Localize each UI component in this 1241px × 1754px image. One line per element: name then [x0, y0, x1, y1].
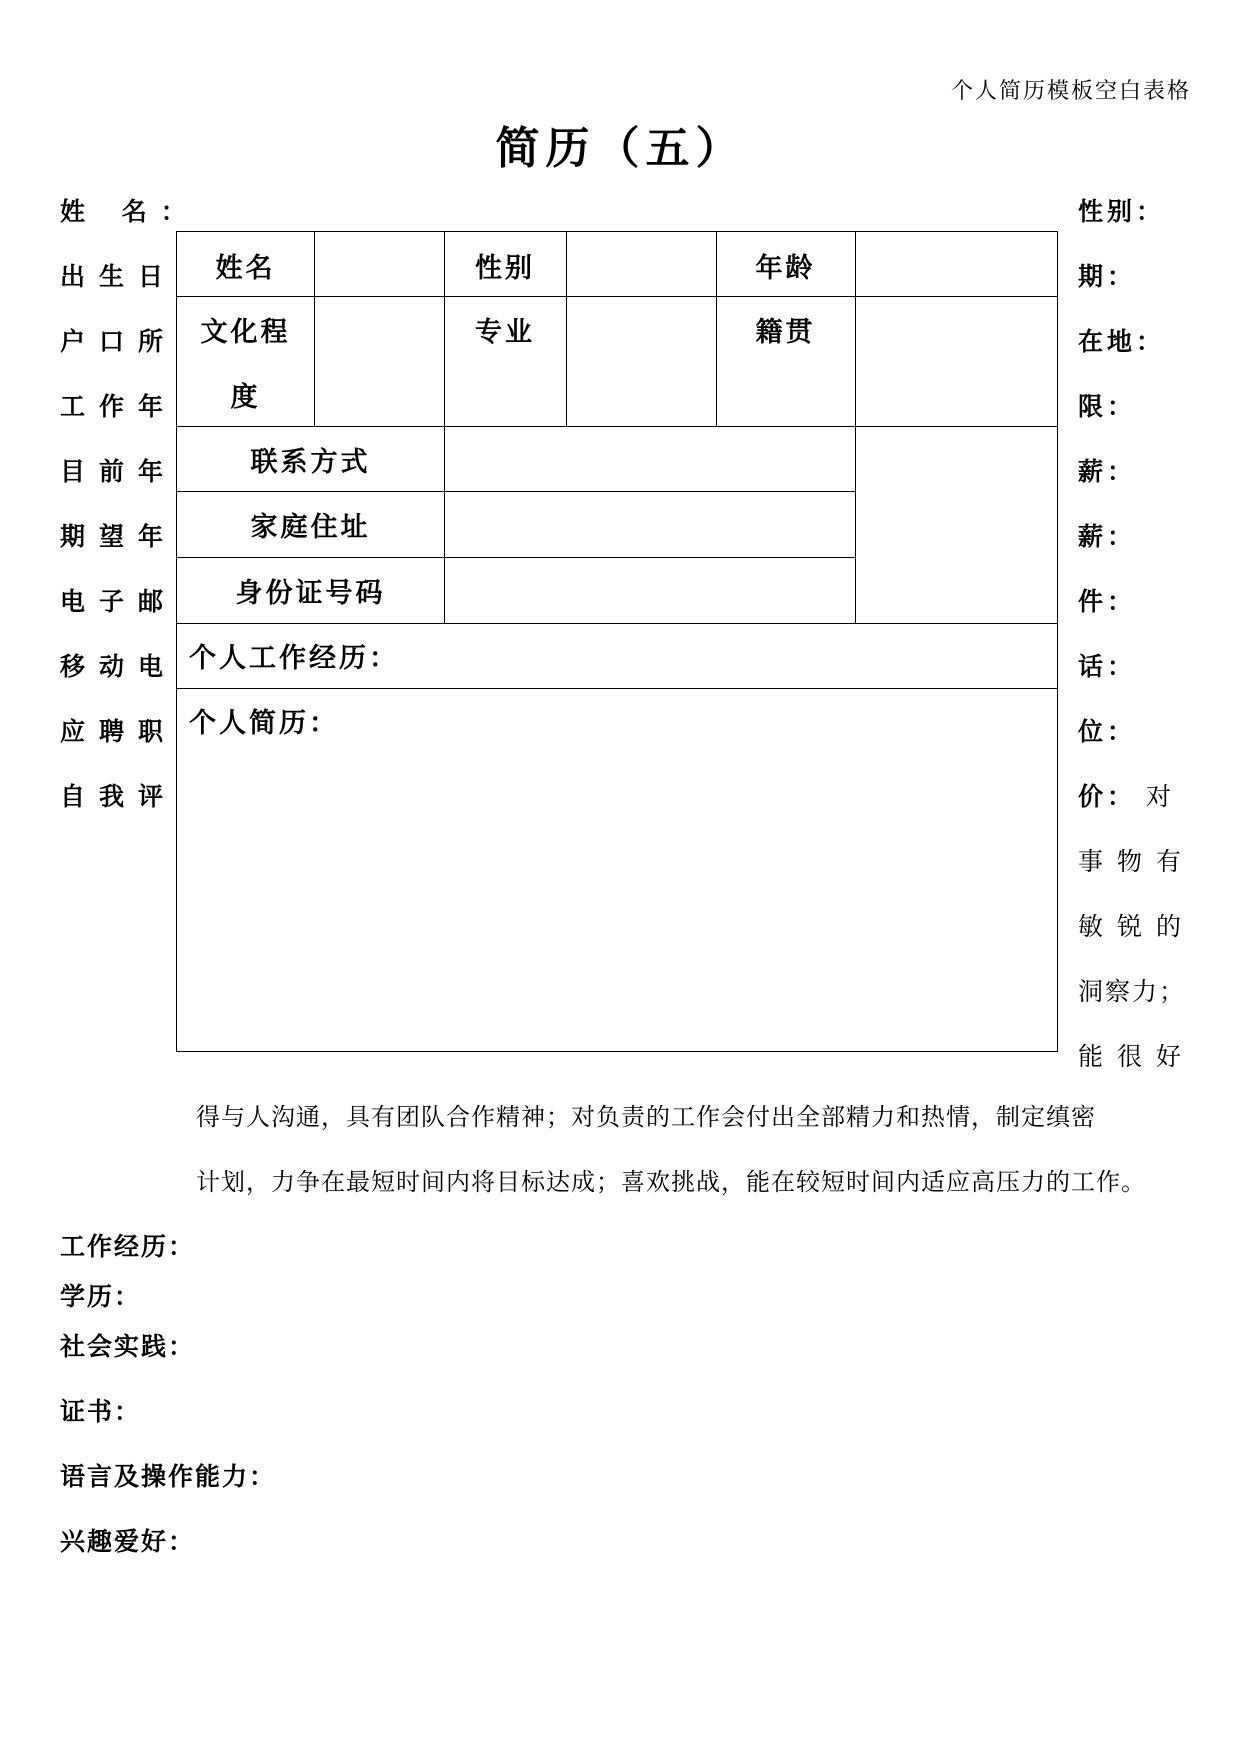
self-eval-start: [1078, 777, 1171, 813]
label-birth-right: 期：: [1078, 262, 1137, 291]
section-social-practice: 社会实践：: [60, 1332, 196, 1361]
label-gender-right: 性别：: [1078, 197, 1166, 226]
cell-id-number-label: 身份证号码: [235, 578, 386, 609]
label-expected-salary-right: 薪：: [1078, 522, 1137, 551]
self-eval-first-char: 对: [1146, 782, 1172, 811]
cell-address-label: 家庭住址: [250, 512, 371, 543]
cell-name-label: 姓名: [215, 253, 276, 284]
self-eval-paragraph-line2: 计划，力争在最短时间内将目标达成；喜欢挑战，能在较短时间内适应高压力的工作。: [196, 1168, 1146, 1196]
label-current-salary-right: 薪：: [1078, 457, 1137, 486]
label-work-years-right: 限：: [1078, 392, 1137, 421]
row-divider: [177, 557, 855, 558]
row-divider: [177, 426, 1057, 427]
label-email-right: 件：: [1078, 587, 1137, 616]
cell-gender-label: 性别: [475, 253, 535, 284]
section-work-experience: 工作经历：: [60, 1232, 196, 1261]
label-mobile: 移动电: [60, 652, 178, 681]
cell-age-label: 年龄: [755, 253, 816, 284]
cell-major-label: 专业: [475, 317, 535, 348]
cell-work-history-label: 个人工作经历：: [189, 643, 399, 674]
label-email: 电子邮: [60, 587, 178, 616]
label-expected-salary: 期望年: [60, 522, 178, 551]
col-divider: [314, 232, 315, 426]
label-position: 应聘职: [60, 717, 178, 746]
page-title: 简历（五）: [495, 123, 746, 174]
self-eval-col-line4: 能很好: [1078, 1042, 1196, 1071]
label-hukou: 户口所: [60, 327, 178, 356]
section-certificates: 证书：: [60, 1397, 142, 1426]
label-birth: 出生日: [60, 262, 178, 291]
self-eval-col-line3: 洞察力；: [1078, 977, 1187, 1006]
section-education: 学历：: [60, 1282, 142, 1311]
label-work-years: 工作年: [60, 392, 178, 421]
section-language-skills: 语言及操作能力：: [60, 1462, 277, 1491]
resume-table: [176, 231, 1058, 1052]
cell-resume-label: 个人简历：: [189, 708, 339, 739]
self-eval-col-line2: 敏锐的: [1078, 912, 1196, 941]
row-divider: [177, 623, 1057, 624]
cell-education-label-line1: 文化程: [200, 317, 291, 348]
label-self-eval-right: 价：: [1078, 782, 1137, 811]
col-divider: [566, 232, 567, 426]
label-position-right: 位：: [1078, 717, 1137, 746]
self-eval-paragraph-line1: 得与人沟通，具有团队合作精神；对负责的工作会付出全部精力和热情，制定缜密: [196, 1103, 1096, 1131]
label-mobile-right: 话：: [1078, 652, 1137, 681]
section-hobbies: 兴趣爱好：: [60, 1527, 196, 1556]
row-divider: [177, 296, 1057, 297]
col-divider: [444, 232, 445, 623]
col-divider: [855, 232, 856, 623]
label-hukou-right: 在地：: [1078, 327, 1166, 356]
row-divider: [177, 491, 855, 492]
cell-native-place-label: 籍贯: [755, 317, 816, 348]
cell-education-label-line2: 度: [230, 382, 261, 413]
label-current-salary: 目前年: [60, 457, 178, 486]
label-self-eval: 自我评: [60, 782, 178, 811]
self-eval-col-line1: 事物有: [1078, 847, 1196, 876]
label-name: 姓 名：: [60, 197, 200, 226]
row-divider: [177, 688, 1057, 689]
document-label: 个人简历模板空白表格: [950, 79, 1191, 104]
cell-contact-label: 联系方式: [250, 447, 371, 478]
